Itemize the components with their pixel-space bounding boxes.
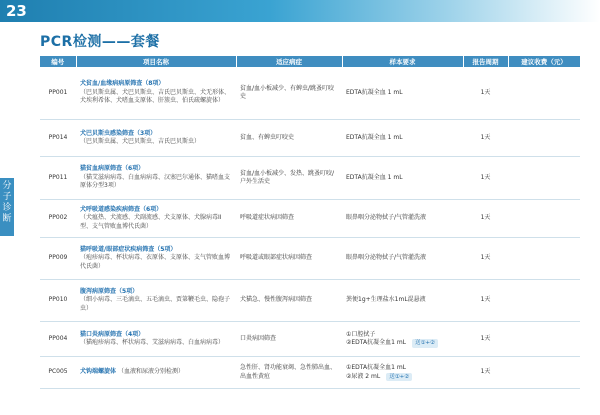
item-detail: （猫疱疹病毒、杯状病毒、艾滋病病毒、白血病病毒） <box>80 339 225 346</box>
item-name: 犬贫血/血缘病病原筛查（8项） <box>80 80 165 88</box>
row-sample <box>342 157 463 200</box>
row-price <box>508 280 580 322</box>
item-detail: （猫艾滋病病毒、白血病病毒、汉塞巴尔通体、猫嗜血支原体分型3项） <box>80 173 231 190</box>
page-number: 23 <box>6 2 27 20</box>
item-name: 犬呼吸道感染疾病筛查（6项） <box>80 205 163 213</box>
row-price <box>508 200 580 238</box>
row-item <box>76 357 236 389</box>
sample-line: EDTA抗凝全血 1 mL <box>346 133 403 141</box>
row-sample <box>342 322 463 357</box>
item-name: 腹泻病原筛查（5项） <box>80 287 139 295</box>
row-sample <box>342 120 463 157</box>
row-code: PP010 <box>40 280 76 322</box>
row-indication: 贫血、有蜱虫叮咬史 <box>236 120 342 157</box>
table-header-row <box>40 56 580 67</box>
row-period: 1天 <box>463 280 508 322</box>
row-indication: 贫血/血小板减少、发热、跳蚤叮咬/户外生活史 <box>236 157 342 200</box>
row-price <box>508 157 580 200</box>
row-code: PP001 <box>40 67 76 120</box>
row-item <box>76 322 236 357</box>
item-name: 猫贫血病原筛查（6项） <box>80 165 145 173</box>
row-item <box>76 157 236 200</box>
header-indication: 适应病症 <box>236 56 342 67</box>
row-code: PP009 <box>40 238 76 280</box>
header-period: 报告周期 <box>463 56 508 67</box>
row-price <box>508 120 580 157</box>
header-sample: 样本要求 <box>342 56 463 67</box>
item-detail: （血液和尿液分别检测） <box>117 368 184 376</box>
item-detail: （巴贝斯虫属、犬巴贝斯虫、吉氏巴贝斯虫、犬无形体、犬埃利希体、犬嗜血支原体、肝簇虫、伯氏疏螺旋体） <box>80 88 231 105</box>
row-period: 1天 <box>463 357 508 389</box>
sample-line: 眼鼻咽分泌物拭子/气管灌洗液 <box>346 254 427 262</box>
row-period: 1天 <box>463 238 508 280</box>
table-row <box>40 67 580 120</box>
item-name: 猫口炎病原筛查（4项） <box>80 330 145 338</box>
table-row <box>40 322 580 357</box>
sample-line-2: ②尿液 2 mL 送①+② <box>346 373 459 382</box>
row-price <box>508 357 580 389</box>
table-row <box>40 120 580 157</box>
row-price <box>508 238 580 280</box>
item-name: 犬巴贝斯虫感染筛查（3项） <box>80 129 157 137</box>
sample-line: EDTA抗凝全血 1 mL <box>346 88 403 96</box>
row-code: PC005 <box>40 357 76 389</box>
item-detail: （疱疹病毒、杯状病毒、衣原体、支原体、支气管败血博代氏菌） <box>80 254 231 270</box>
row-sample <box>342 357 463 389</box>
row-indication: 呼吸道症状病因筛查 <box>236 200 342 238</box>
pcr-package-table <box>40 56 581 389</box>
item-detail: （细小病毒、三毛滴虫、五毛滴虫、贾第鞭毛虫、隐孢子虫） <box>80 296 231 312</box>
sample-line: 粪便1g+生理盐水1mL混悬液 <box>346 296 426 304</box>
row-item <box>76 67 236 120</box>
header-name: 项目名称 <box>76 56 236 67</box>
row-price <box>508 322 580 357</box>
row-indication: 急性肝、肾功能衰竭、急性肺出血、出血性黄疸 <box>236 357 342 389</box>
item-name: 猫呼吸道/眼部症状疾病筛查（5项） <box>80 245 177 253</box>
row-item <box>76 200 236 238</box>
row-sample <box>342 200 463 238</box>
row-period: 1天 <box>463 67 508 120</box>
item-detail: （犬瘟热、犬流感、犬副流感、犬支原体、犬腺病毒II型、支气管败血博代氏菌） <box>80 214 222 230</box>
row-sample <box>342 67 463 120</box>
row-indication: 口炎病因筛查 <box>236 322 342 357</box>
row-indication: 贫血/血小板减少、有蜱虫/跳蚤叮咬史 <box>236 67 342 120</box>
row-code: PP002 <box>40 200 76 238</box>
row-item <box>76 280 236 322</box>
row-indication: 犬猫急、慢性腹泻病因筛查 <box>236 280 342 322</box>
row-period: 1天 <box>463 120 508 157</box>
row-price <box>508 67 580 120</box>
header-price: 建议收费（元） <box>508 56 580 67</box>
sample-line: ①EDTA抗凝全血1 mL <box>346 364 407 371</box>
header-code: 编号 <box>40 56 76 67</box>
header-band <box>0 0 600 22</box>
table-row <box>40 280 580 322</box>
row-code: PP004 <box>40 322 76 357</box>
table-row <box>40 157 580 200</box>
row-period: 1天 <box>463 157 508 200</box>
item-name: 犬钩端螺旋体 <box>80 368 117 376</box>
row-period: 1天 <box>463 322 508 357</box>
page-title: PCR检测——套餐 <box>40 34 160 50</box>
row-code: PP014 <box>40 120 76 157</box>
section-side-tab: 分子诊断 <box>0 178 14 236</box>
row-sample <box>342 280 463 322</box>
item-detail: （巴贝斯虫属、犬巴贝斯虫、吉氏巴贝斯虫） <box>80 138 201 145</box>
sample-line: ①口腔拭子 <box>346 330 376 338</box>
table-row <box>40 200 580 238</box>
sample-line: EDTA抗凝全血 1 mL <box>346 173 403 181</box>
sample-line: 眼鼻咽分泌物拭子/气管灌洗液 <box>346 214 427 222</box>
table-row <box>40 357 580 389</box>
table-row <box>40 238 580 280</box>
sample-line-2: ②EDTA抗凝全血1 mL 送①+② <box>346 339 459 348</box>
row-indication: 呼吸道或眼部症状病因筛查 <box>236 238 342 280</box>
row-item <box>76 238 236 280</box>
row-code: PP011 <box>40 157 76 200</box>
sample-tag: 送①+② <box>386 373 412 382</box>
row-item <box>76 120 236 157</box>
sample-tag: 送①+② <box>412 339 438 348</box>
row-sample <box>342 238 463 280</box>
row-period: 1天 <box>463 200 508 238</box>
